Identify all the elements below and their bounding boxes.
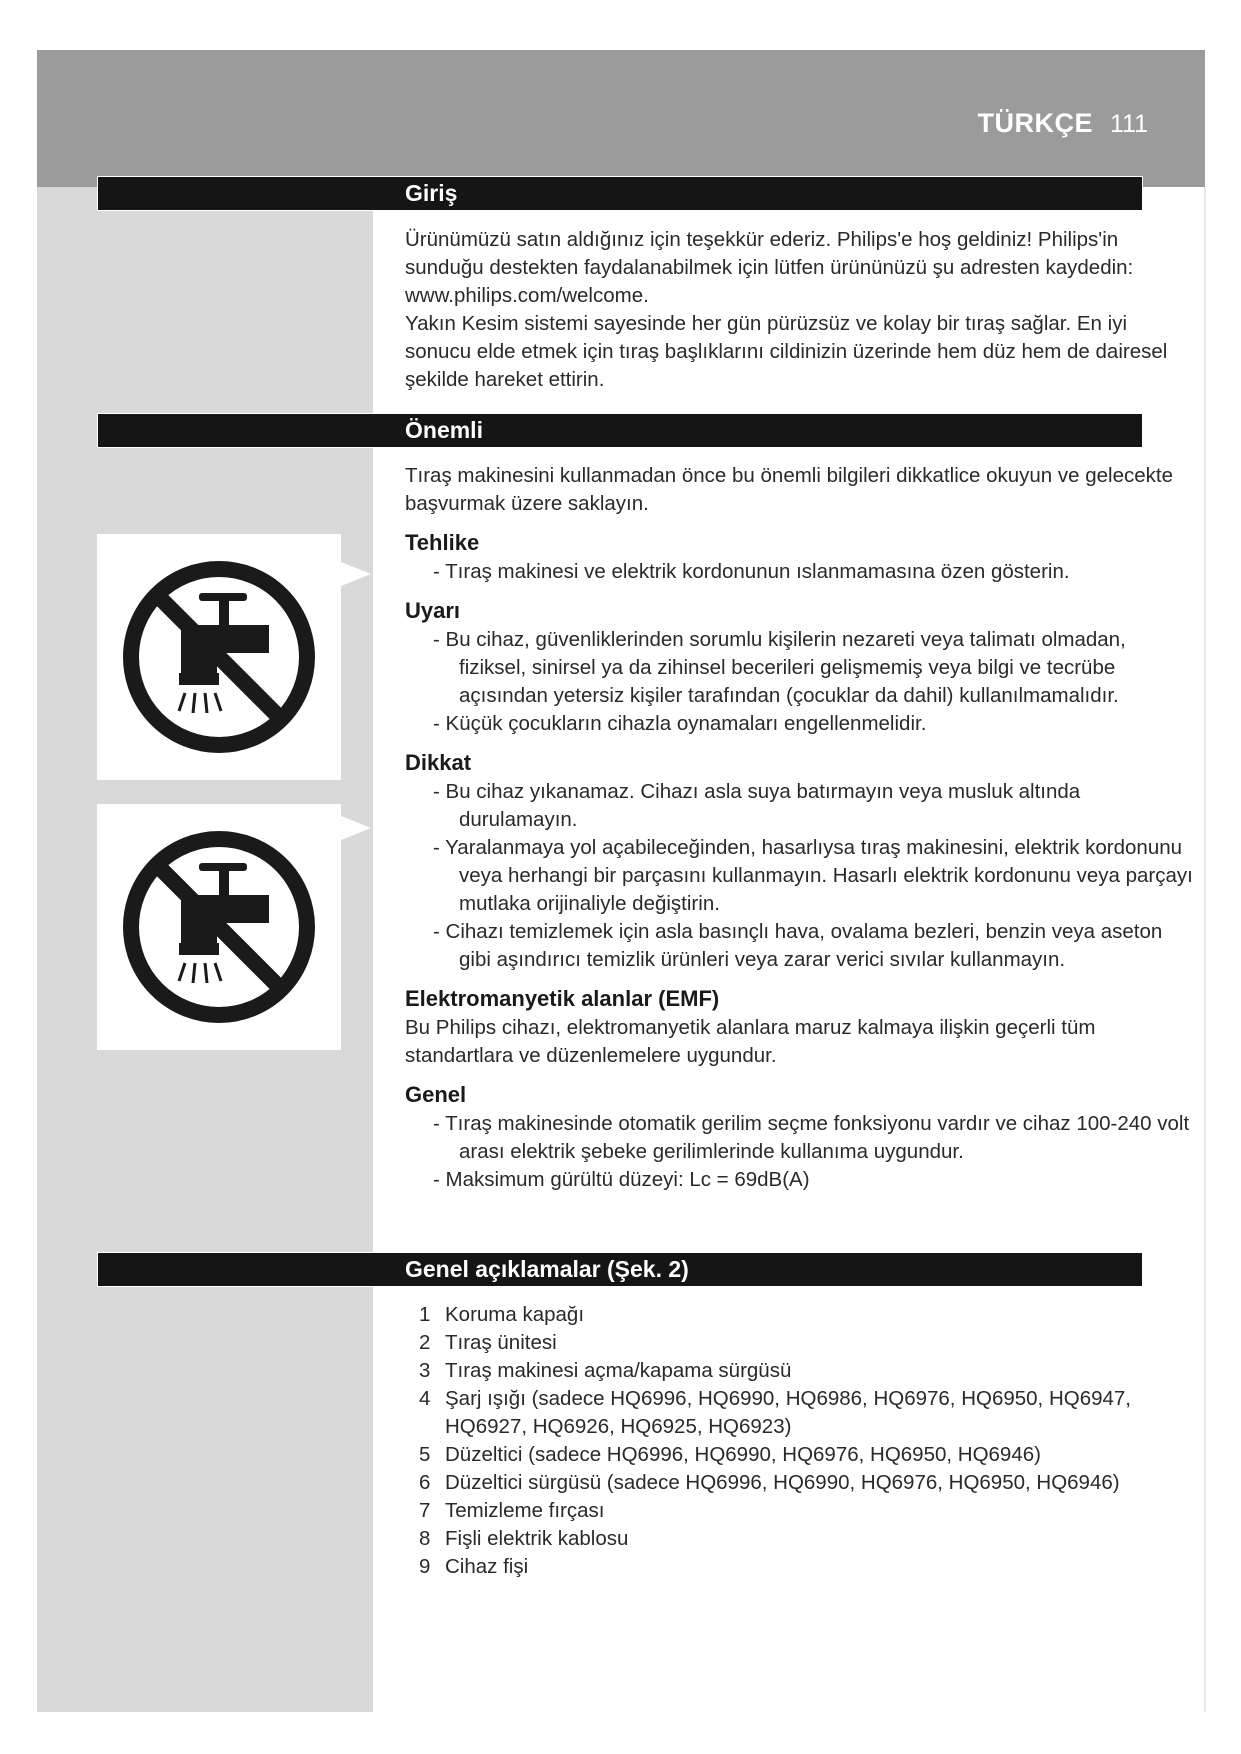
important-intro: Tıraş makinesini kullanmadan önce bu önemli bilgileri dikkatlice okuyun ve gelecekte başvurmak üzere saklayın. <box>405 464 1174 515</box>
description-content <box>405 1301 1195 1581</box>
no-water-tap-icon <box>119 561 319 753</box>
list-item: 8 Fişli elektrik kablosu <box>419 1527 629 1550</box>
emf-text: Bu Philips cihazı, elektromanyetik alanlara maruz kalmaya ilişkin geçerli tüm standartlara ve düzenlemelere uygundur. <box>405 1016 1096 1067</box>
no-water-tap-icon <box>97 534 341 780</box>
right-edge-rule <box>1204 187 1206 1712</box>
caution-heading: Dikkat <box>405 750 472 775</box>
page-number: 111 <box>1110 110 1149 138</box>
language-title: TÜRKÇE <box>977 108 1093 138</box>
list-item: - Maksimum gürültü düzeyi: Lc = 69dB(A) <box>433 1168 810 1191</box>
no-water-tap-icon <box>119 831 319 1023</box>
important-content <box>405 462 1195 1194</box>
section-title-intro: Giriş <box>405 180 458 206</box>
icon-pointer <box>341 562 371 586</box>
list-item: 6 Düzeltici sürgüsü (sadece HQ6996, HQ6990, HQ6976, HQ6950, HQ6946) <box>419 1471 1120 1494</box>
emf-heading: Elektromanyetik alanlar (EMF) <box>405 986 720 1011</box>
list-item: 1 Koruma kapağı <box>419 1303 585 1326</box>
icon-pointer <box>341 816 371 840</box>
list-item: 2 Tıraş ünitesi <box>419 1331 557 1354</box>
general-heading: Genel <box>405 1082 467 1107</box>
warning-heading: Uyarı <box>405 598 461 623</box>
list-item: 4 Şarj ışığı (sadece HQ6996, HQ6990, HQ6986, HQ6976, HQ6950, HQ6947, HQ6927, HQ6926, HQ6925, HQ6923) <box>419 1387 1131 1438</box>
danger-list <box>405 558 1195 586</box>
list-item: 3 Tıraş makinesi açma/kapama sürgüsü <box>419 1359 792 1382</box>
list-item: 5 Düzeltici (sadece HQ6996, HQ6990, HQ6976, HQ6950, HQ6946) <box>419 1443 1041 1466</box>
list-item: 7 Temizleme fırçası <box>419 1499 605 1522</box>
list-item: - Bu cihaz yıkanamaz. Cihazı asla suya batırmayın veya musluk altında durulamayın. <box>433 780 1081 831</box>
caution-list <box>405 778 1195 974</box>
list-item: - Yaralanmaya yol açabileceğinden, hasarlıysa tıraş makinesini, elektrik kordonunu veya herhangi bir parçasını kullanmayın. Hasarlı elektrik kordonunu veya parçayı mutlaka orijinaliyle değiştirin. <box>433 836 1193 915</box>
list-item: 9 Cihaz fişi <box>419 1555 529 1578</box>
list-item: - Bu cihaz, güvenliklerinden sorumlu kişilerin nezareti veya talimatı olmadan, fiziksel, sinirsel ya da zihinsel becerileri gelişmemiş veya bilgi ve tecrübe açısından yetersiz kişiler tarafından (çocuklar da dahil) kullanılmamalıdır. <box>433 628 1126 707</box>
warning-list <box>405 626 1195 738</box>
section-bar-description <box>97 1252 1143 1287</box>
danger-heading: Tehlike <box>405 530 480 555</box>
list-item: - Cihazı temizlemek için asla basınçlı hava, ovalama bezleri, benzin veya aseton gibi aşındırıcı temizlik ürünleri veya zarar verici sıvılar kullanmayın. <box>433 920 1163 971</box>
list-item: - Tıraş makinesi ve elektrik kordonunun ıslanmamasına özen gösterin. <box>433 560 1070 583</box>
no-water-tap-icon <box>97 804 341 1050</box>
general-list <box>405 1110 1195 1194</box>
section-title-description: Genel açıklamalar (Şek. 2) <box>405 1256 689 1282</box>
list-item: - Küçük çocukların cihazla oynamaları engellenmelidir. <box>433 712 927 735</box>
intro-paragraph: Yakın Kesim sistemi sayesinde her gün pürüzsüz ve kolay bir tıraş sağlar. En iyi sonucu elde etmek için tıraş başlıklarını cildinizin üzerinde hem düz hem de dairesel şekilde hareket ettirin. <box>405 312 1168 391</box>
intro-paragraph: Ürünümüzü satın aldığınız için teşekkür ederiz. Philips'e hoş geldiniz! Philips'in sunduğu destekten faydalanabilmek için lütfen ürününüzü şu adresten kaydedin: www.philips.com/welcome. <box>405 228 1134 307</box>
section-bar-intro <box>97 176 1143 211</box>
parts-list <box>405 1301 1195 1581</box>
list-item: - Tıraş makinesinde otomatik gerilim seçme fonksiyonu vardır ve cihaz 100-240 volt arası elektrik şebeke gerilimlerinde kullanıma uygundur. <box>433 1112 1190 1163</box>
section-bar-important <box>97 413 1143 448</box>
intro-content <box>405 226 1195 394</box>
section-title-important: Önemli <box>405 417 483 443</box>
